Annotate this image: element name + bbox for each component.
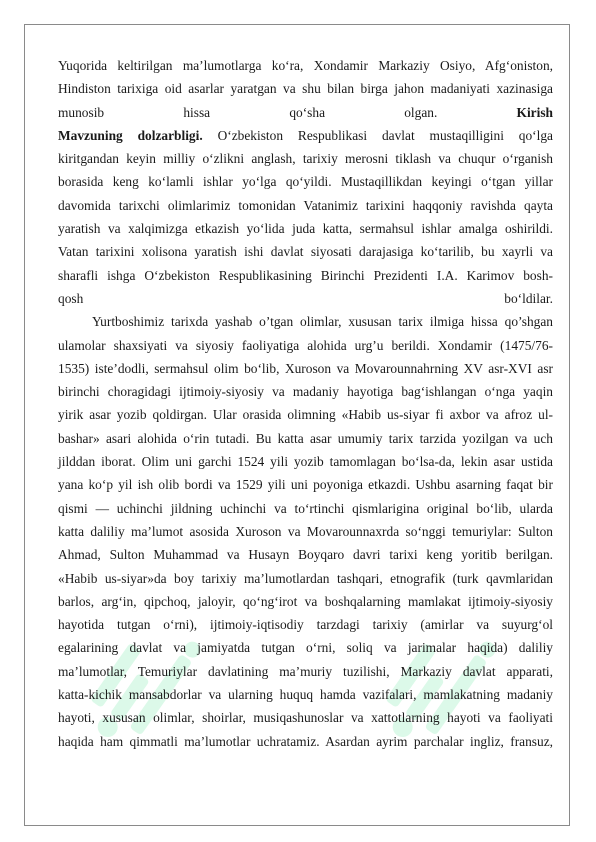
text-line: Hindiston tarixiga oid asarlar yaratgan va shu bilan birga jahon madaniyati xazinasiga (58, 81, 553, 97)
document-body (58, 54, 553, 753)
text-line: borasida keng ko‘lamli ishlar yo‘lga qo‘yildi. Mustaqillikdan keyingi o‘tgan yillar (58, 174, 553, 190)
text-line: katta-kichik mansabdorlar va ularning huquq hamda vazifalari, mamlakatning madaniy (58, 687, 553, 703)
paragraph-2 (58, 310, 553, 753)
text-line: hayotida tutgan o‘rni), ijtimoiy-iqtisodiy tarzdagi tarixiy (amirlar va suyurg‘ol (58, 617, 553, 633)
section-heading-kirish: Kirish (516, 104, 553, 120)
text-line: yaratish va xalqimizga etkazish yo‘lida juda katta, sermahsul ishlar amalga oshirildi. (58, 221, 553, 237)
text-line: Ahmad, Sulton Muhammad va Husayn Boyqaro davri tarixi keng yoritib berilgan. (58, 547, 553, 563)
text-line: hayoti, xususan olimlar, shoirlar, musiqashunoslar va xattotlarning hayoti va faoliyati (58, 710, 553, 726)
section-heading-relevance: Mavzuning dolzarbligi. (58, 127, 203, 143)
text-line: yana ko‘p yil ish olib bordi va 1529 yili uni poyoniga etkazdi. Ushbu asarning faqat bir (58, 477, 553, 493)
text-line: haqida ham qimmatli ma’lumotlar uchratamiz. Asardan ayrim parchalar ingliz, fransuz, (58, 733, 553, 749)
text-line: birinchi choragidagi ijtimoiy-siyosiy va madaniy hayotiga bag‘ishlangan o‘nga yaqin (58, 384, 553, 400)
text-line: davomida tarixchi olimlarimiz tomonidan Vatanimiz tarixini haqqoniy ravishda qayta (58, 197, 553, 213)
text-line: «Habib us-siyar»da boy tarixiy ma’lumotlardan tashqari, etnografik (turk qavmlaridan (58, 570, 553, 586)
text-fragment: O‘zbekiston Respublikasi davlat mustaqilligini qo‘lga (217, 127, 553, 143)
text-line: yirik asar yozib qoldirgan. Ular orasida olimning «Habib us-siyar fi axbor va afroz ul- (58, 407, 553, 423)
text-line: sharafli ishga O‘zbekiston Respublikasining Birinchi Prezidenti I.A. Karimov bosh- (58, 267, 553, 283)
text-line: katta daliliy ma’lumot asosida Xuroson va Movarounnaxrda so‘nggi temuriylar: Sulton (58, 523, 553, 539)
text-line-with-heading (58, 124, 553, 147)
text-line: kiritgandan keyin milliy o‘zlikni anglash, tarixiy merosni tiklash va chuqur o‘rganish (58, 151, 553, 167)
text-line: jilddan iborat. Olim uni garchi 1524 yili yozib tamomlagan bo‘lsa-da, lekin asar ustida (58, 454, 553, 470)
text-line: Yurtboshimiz tarixda yashab o’tgan olimlar, xususan tarix ilmiga hissa qo’shgan (92, 314, 553, 330)
text-line: Yuqorida keltirilgan ma’lumotlarga ko‘ra, Xondamir Markaziy Osiyo, Afg‘oniston, (58, 58, 553, 73)
text-fragment: munosib hissa qo‘sha olgan. (58, 104, 438, 120)
paragraph-1 (58, 54, 553, 310)
text-line: qismi — uchinchi jildning uchinchi va to‘rtinchi qismlarigina original bo‘lib, ularda (58, 500, 553, 516)
text-line: 1535) iste’dodli, sermahsul olim bo‘lib, Xuroson va Movarounnahrning XV asr-XVI asr (58, 360, 553, 376)
text-line: ulamolar shaxsiyati va siyosiy faoliyatiga alohida urg’u berildi. Xondamir (1475/76- (58, 337, 553, 353)
text-line: bashar» asari alohida o‘rin tutadi. Bu katta asar umumiy tarix tarzida yozilgan va uch (58, 430, 553, 446)
text-line: Vatan tarixini xolisona yaratish ishi davlat siyosati darajasiga ko‘tarilib, bu xayrli va (58, 244, 553, 260)
text-line: egalarining davlat va jamiyatda tutgan o‘rni, soliq va jarimalar haqida) daliliy (58, 640, 553, 656)
text-line: ma’lumotlar, Temuriylar davlatining ma’muriy tuzilishi, Markaziy davlat apparati, (58, 663, 553, 679)
text-line: qosh bo‘ldilar. (58, 290, 553, 306)
text-line: barlos, arg‘in, qipchoq, jaloyir, qo‘ng‘irot va boshqalarning mamlakat ijtimoiy-siyosiy (58, 593, 553, 609)
text-line-with-heading (58, 101, 553, 124)
